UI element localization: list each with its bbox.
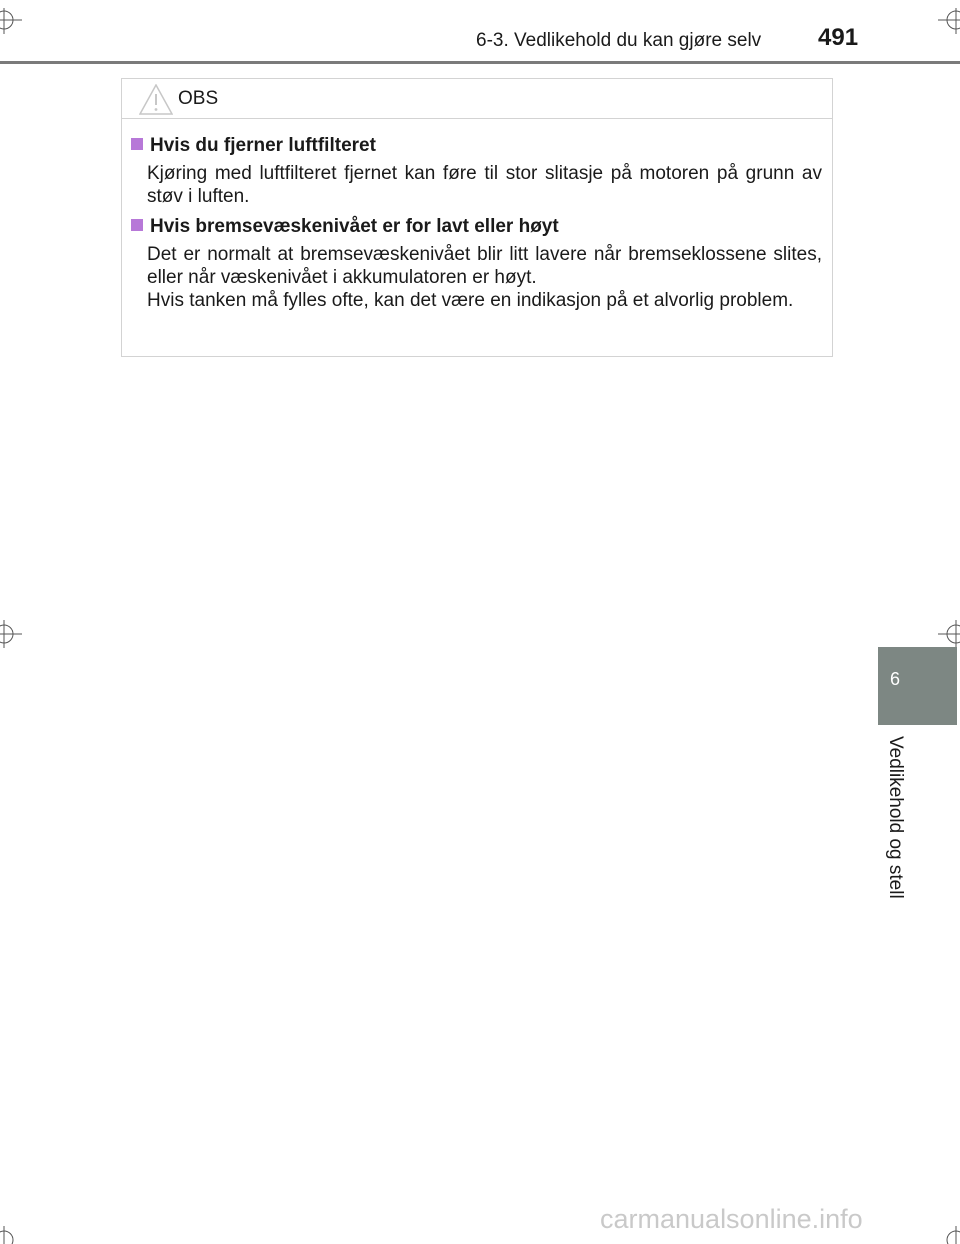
paragraph: Kjøring med luftfilteret fjernet kan føre til stor slitasje på motoren på grunn av støv i luften. — [147, 163, 822, 207]
crop-mark-icon — [0, 614, 24, 654]
warning-triangle-icon — [139, 84, 173, 115]
header-divider — [0, 61, 960, 64]
crop-mark-icon — [0, 1220, 24, 1244]
chapter-title: Vedlikehold og stell — [885, 736, 906, 899]
paragraph: Hvis tanken må fylles ofte, kan det være en indikasjon på et alvorlig problem. — [147, 290, 794, 311]
chapter-title-vertical — [874, 736, 914, 906]
section-body — [147, 243, 822, 312]
crop-mark-icon — [936, 1220, 960, 1244]
crop-mark-icon — [0, 0, 24, 40]
section-heading: Hvis du fjerner luftfilteret — [131, 135, 376, 157]
square-bullet-icon — [131, 219, 143, 231]
crop-mark-icon — [936, 0, 960, 40]
watermark: carmanualsonline.info — [600, 1204, 863, 1234]
notice-box — [121, 78, 833, 357]
section-title: 6-3. Vedlikehold du kan gjøre selv — [476, 30, 762, 51]
paragraph: Det er normalt at bremsevæskenivået blir litt lavere når bremseklossene slites, eller når væskenivået i akkumulatoren er høyt. — [147, 244, 822, 288]
notice-header — [122, 79, 832, 119]
section-body — [147, 162, 822, 208]
chapter-number: 6 — [889, 669, 900, 689]
page-number: 491 — [818, 24, 859, 51]
chapter-tab — [878, 647, 957, 725]
section-heading: Hvis bremsevæskenivået er for lavt eller høyt — [131, 216, 559, 238]
notice-label: OBS — [178, 88, 219, 109]
square-bullet-icon — [131, 138, 143, 150]
